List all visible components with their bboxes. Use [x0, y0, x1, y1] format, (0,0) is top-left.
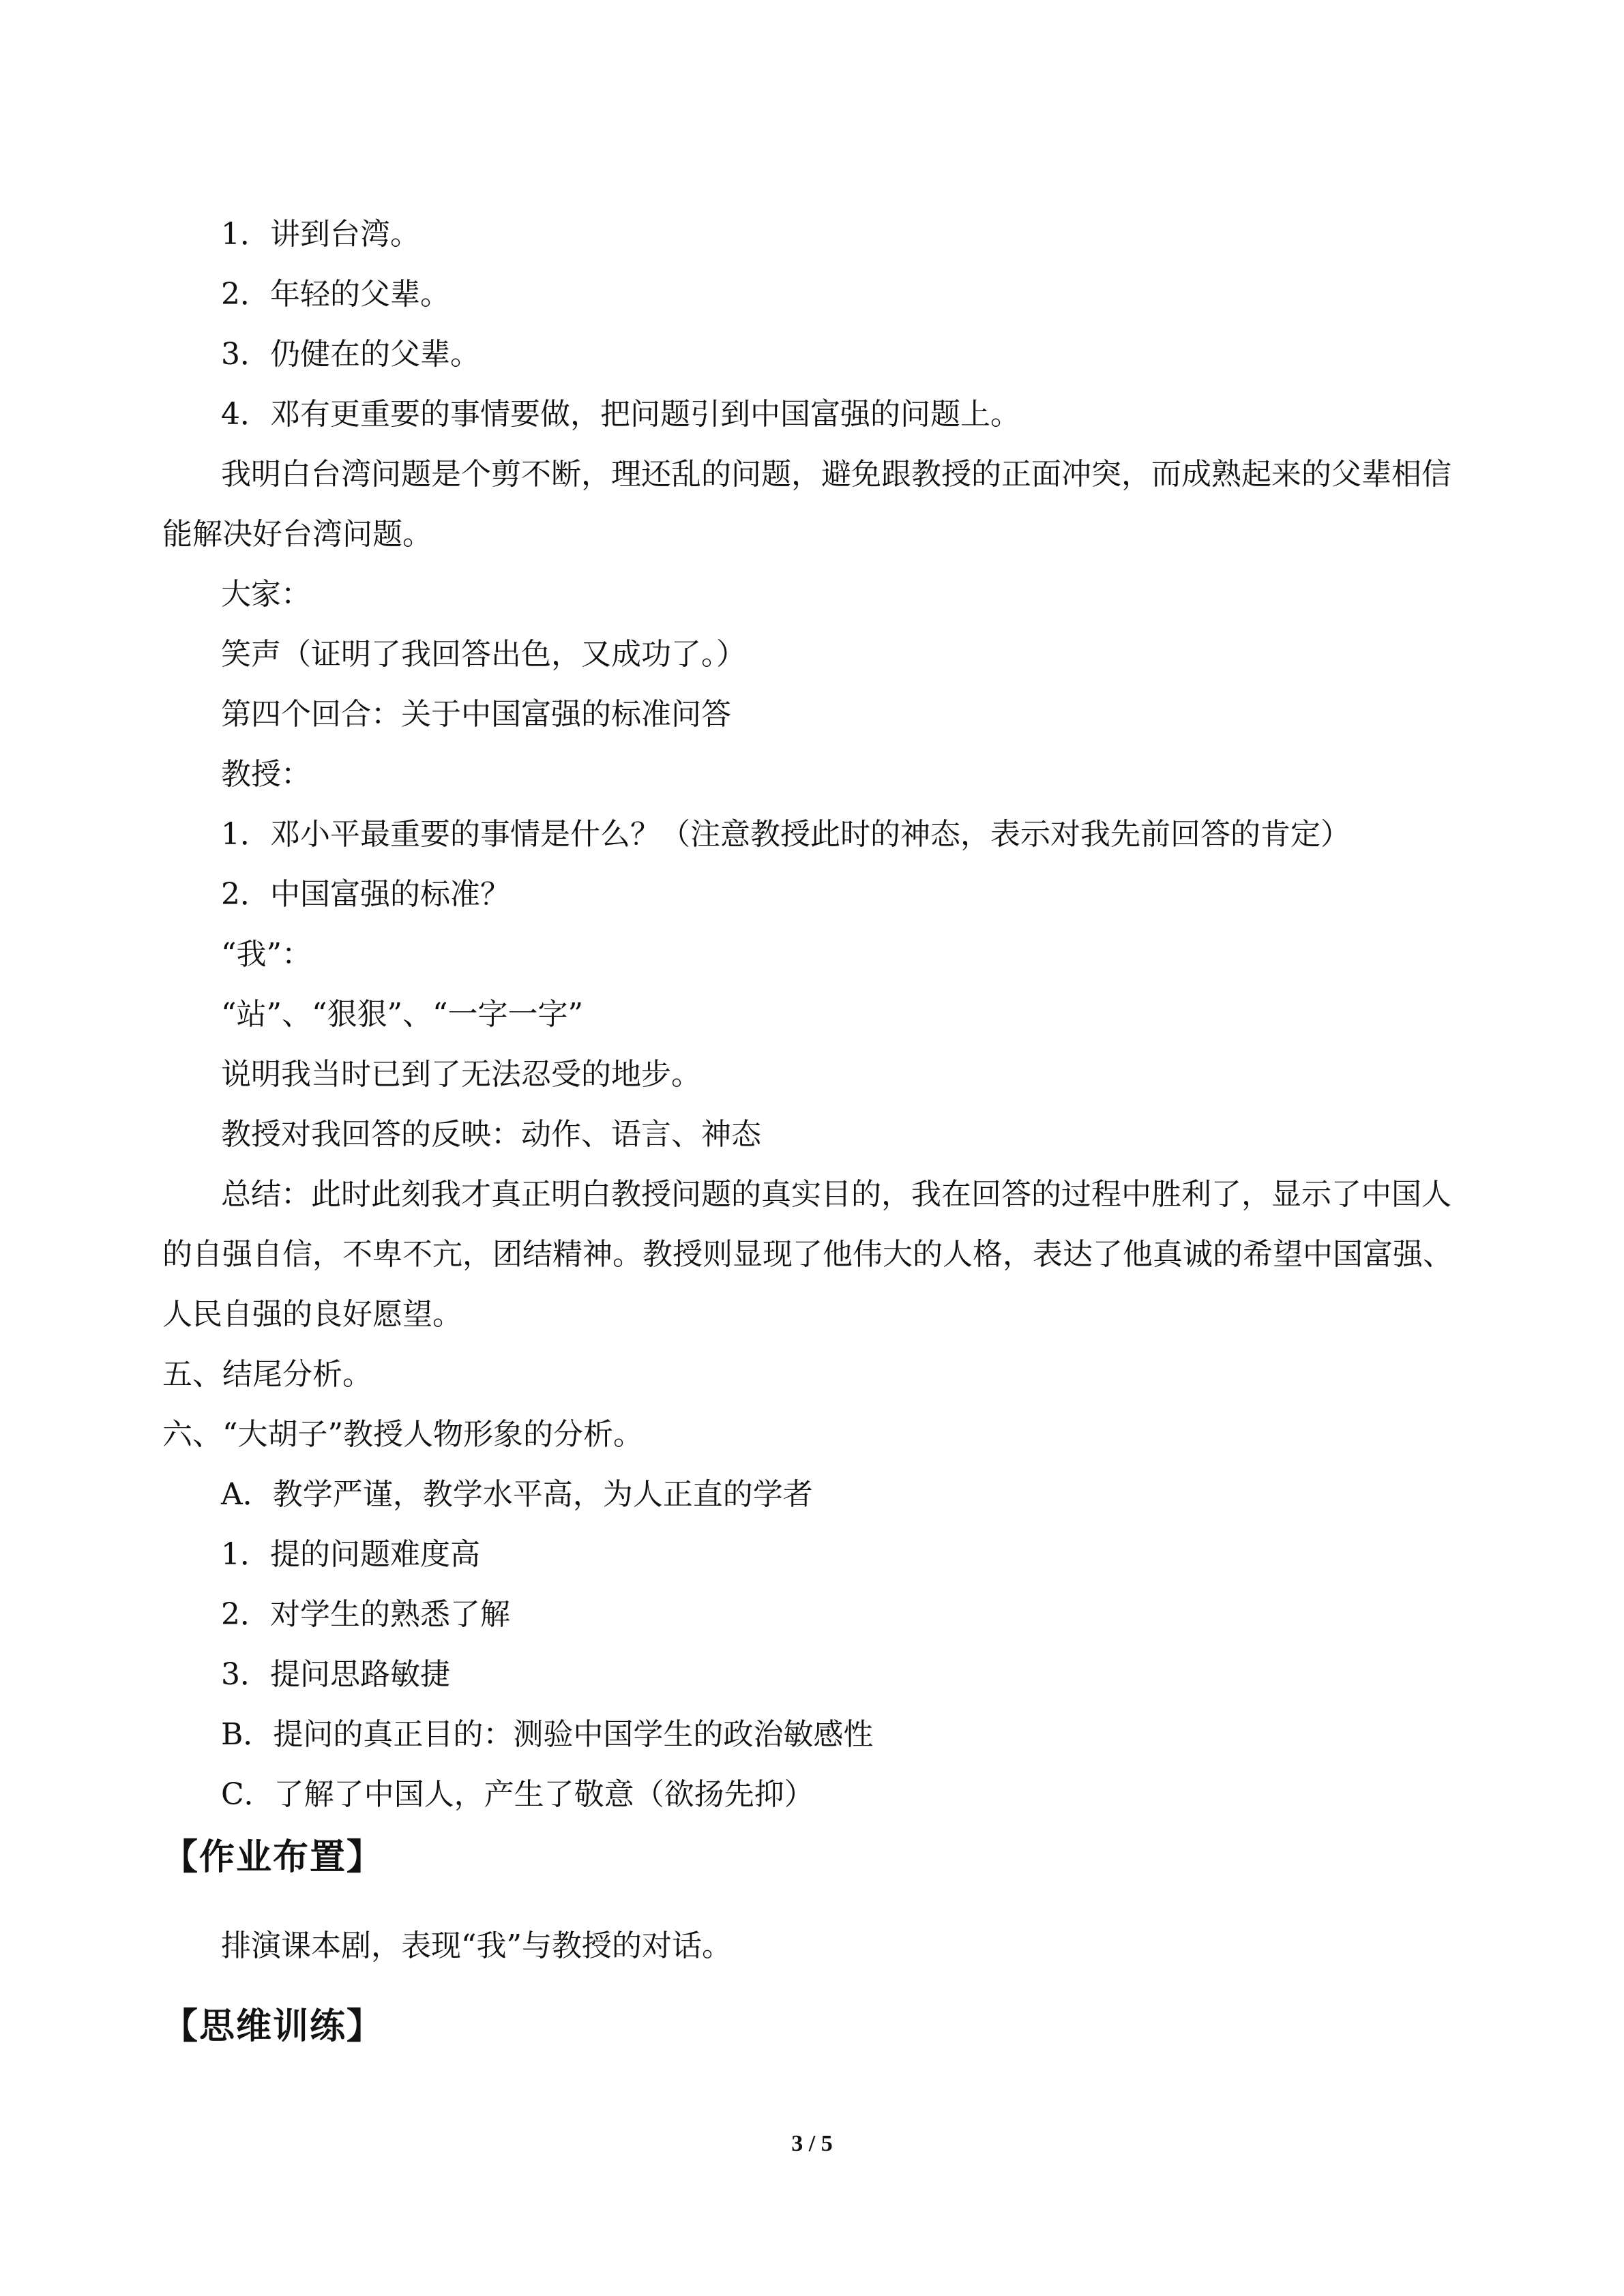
- body-line-reaction: 教授对我回答的反映：动作、语言、神态: [221, 1117, 761, 1152]
- body-line-round-four: 第四个回合：关于中国富强的标准问答: [221, 697, 731, 732]
- body-paragraph-summary: 总结：此时此刻我才真正明白教授问题的真实目的，我在回答的过程中胜利了，显示了中国人的自强自信，不卑不亢，团结精神。教授则显现了他伟大的人格，表达了他真诚的希望中国富强、人民自强的良好愿望。: [162, 1177, 1453, 1332]
- list-item-b: B．提问的真正目的：测验中国学生的政治敏感性: [221, 1717, 874, 1752]
- homework-text: 排演课本剧，表现“我”与教授的对话。: [221, 1928, 732, 1963]
- body-line-laughter: 笑声（证明了我回答出色，又成功了。）: [221, 637, 746, 672]
- body-line-wo: “我”：: [221, 937, 312, 972]
- homework-heading: 【作业布置】: [162, 1837, 384, 1878]
- body-line-question-1: 1．邓小平最重要的事情是什么？（注意教授此时的神态，表示对我先前回答的肯定）: [221, 817, 1350, 852]
- list-item-a3: 3．提问思路敏捷: [221, 1657, 450, 1692]
- page-content: [162, 205, 1472, 2059]
- body-line-question-2: 2．中国富强的标准？: [221, 877, 510, 912]
- body-line-explanation: 说明我当时已到了无法忍受的地步。: [221, 1057, 701, 1092]
- body-line-2: 2．年轻的父辈。: [221, 277, 450, 312]
- page-number: 3 / 5: [791, 2131, 833, 2156]
- body-paragraph-taiwan: 我明白台湾问题是个剪不断，理还乱的问题，避免跟教授的正面冲突，而成熟起来的父辈相信能解决好台湾问题。: [162, 457, 1451, 552]
- list-item-a1: 1．提的问题难度高: [221, 1537, 480, 1572]
- body-line-1: 1．讲到台湾。: [221, 217, 420, 252]
- body-line-key-words: “站”、“狠狠”、“一字一字”: [221, 997, 583, 1032]
- list-item-a: A．教学严谨，教学水平高，为人正直的学者: [221, 1477, 813, 1512]
- section-six: 六、“大胡子”教授人物形象的分析。: [162, 1417, 643, 1452]
- thinking-heading: 【思维训练】: [162, 2006, 384, 2047]
- body-line-4: 4．邓有更重要的事情要做，把问题引到中国富强的问题上。: [221, 397, 1020, 432]
- body-line-professor: 教授：: [221, 757, 311, 792]
- section-five: 五、结尾分析。: [162, 1357, 372, 1392]
- body-line-3: 3．仍健在的父辈。: [221, 337, 480, 372]
- list-item-a2: 2．对学生的熟悉了解: [221, 1597, 510, 1632]
- body-line-dajia: 大家：: [221, 577, 311, 612]
- list-item-c: C．了解了中国人，产生了敬意（欲扬先抑）: [221, 1777, 814, 1812]
